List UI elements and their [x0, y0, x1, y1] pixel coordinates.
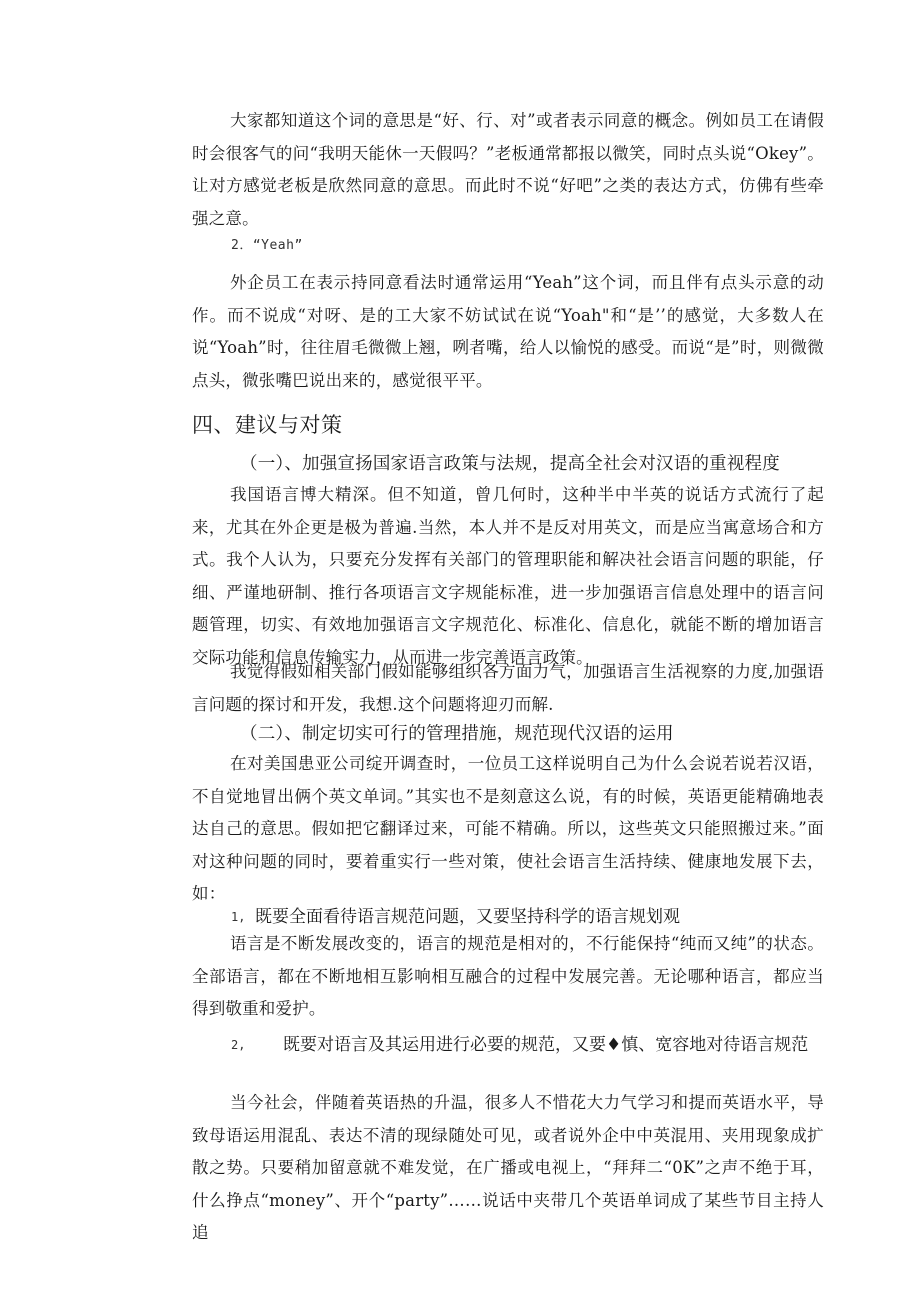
- section-heading-suggestions: 四、建议与对策: [192, 413, 343, 437]
- paragraph-english-trend: 当今社会，伴随着英语热的升温，很多人不惜花大力气学习和提而英语水平，导致母语运用混乱、表达不清的现绿随处可见，或者说外企中中英混用、夹用现象成扩散之势。只要稍加留意就不难发觉，在广播或电视上，“拜拜二“0K”之声不绝于耳，什么挣点“money”、开个“party”……说话中夹带几个英语单词成了某些节目主持人追: [192, 1093, 824, 1242]
- paragraph-language-policy: 我国语言博大精深。但不知道，曾几何时，这种半中半英的说话方式流行了起来，尤其在外企更是极为普遍.当然，本人并不是反对用英文，而是应当寓意场合和方式。我个人认为，只要充分发挥有关部门的管理职能和解决社会语言问题的职能，仔细、严谨地研制、推行各项语言文字规能标准，进一步加强语言信息处理中的语言问题管理，切实、有效地加强语言文字规范化、标准化、信息化，就能不断的增加语言交际功能和信息传输实力，从而进一步完善语言政策。: [192, 485, 824, 667]
- list-item-yeah: 2．“Yeah”: [231, 238, 303, 253]
- list-heading-1: [231, 903, 831, 931]
- paragraph-survey: 在对美国患亚公司绽开调查时，一位员工这样说明自己为什么会说若说若汉语，不自觉地冒出俩个英文单词。”其实也不是刻意这么说，有的时候，英语更能精确地表达自己的意思。假如把它翻译过来，可能不精确。所以，这些英文只能照搬过来。”面对这种问题的同时，要着重实行一些对策，使社会语言生活持续、健康地发展下去，如：: [192, 754, 824, 903]
- list-heading-text: 既要全面看待语言规范问题，又要坚持科学的语言规划观: [255, 907, 680, 927]
- subheading-promote-policy: （一）、加强宣扬国家语言政策与法规，提高全社会对汉语的重视程度: [240, 454, 780, 474]
- paragraph-language-development: 语言是不断发展改变的，语言的规范是相对的，不行能保持“纯而又纯”的状态。全部语言，都在不断地相互影响相互融合的过程中发展完善。无论哪种语言，都应当得到敬重和爱护。: [192, 934, 824, 1018]
- list-number: 2,: [231, 1038, 246, 1052]
- subheading-management-measures: （二）、制定切实可行的管理措施，规范现代汉语的运用: [240, 724, 674, 744]
- list-heading-text: 既要对语言及其运用进行必要的规范，又要♦慎、宽容地对待语言规范: [283, 1035, 809, 1055]
- list-number: 1,: [231, 910, 246, 924]
- paragraph-okey-meaning: 大家都知道这个词的意思是“好、行、对”或者表示同意的概念。例如员工在请假时会很客气的问“我明天能休一天假吗？”老板通常都报以微笑，同时点头说“Okey”。让对方感觉老板是欣然同意的意思。而此时不说“好吧”之类的表达方式，仿佛有些牵强之意。: [192, 111, 824, 228]
- list-heading-2: [231, 1031, 821, 1059]
- paragraph-departments: 我觉得假如相关部门假如能够组织各方面力气，加强语言生活视察的力度,加强语言问题的探讨和开发，我想.这个问题将迎刃而解.: [192, 662, 824, 714]
- paragraph-yeah-usage: 外企员工在表示持同意看法时通常运用“Yeah”这个词，而且伴有点头示意的动作。而不说成“对呀、是的工大家不妨试试在说“Yoah"和“是’’的感觉，大多数人在说“Yoah”时，往往眉毛微微上翘，咧者嘴，给人以愉悦的感受。而说“是”时，则微微点头，微张嘴巴说出来的，感觉很平平。: [192, 273, 824, 390]
